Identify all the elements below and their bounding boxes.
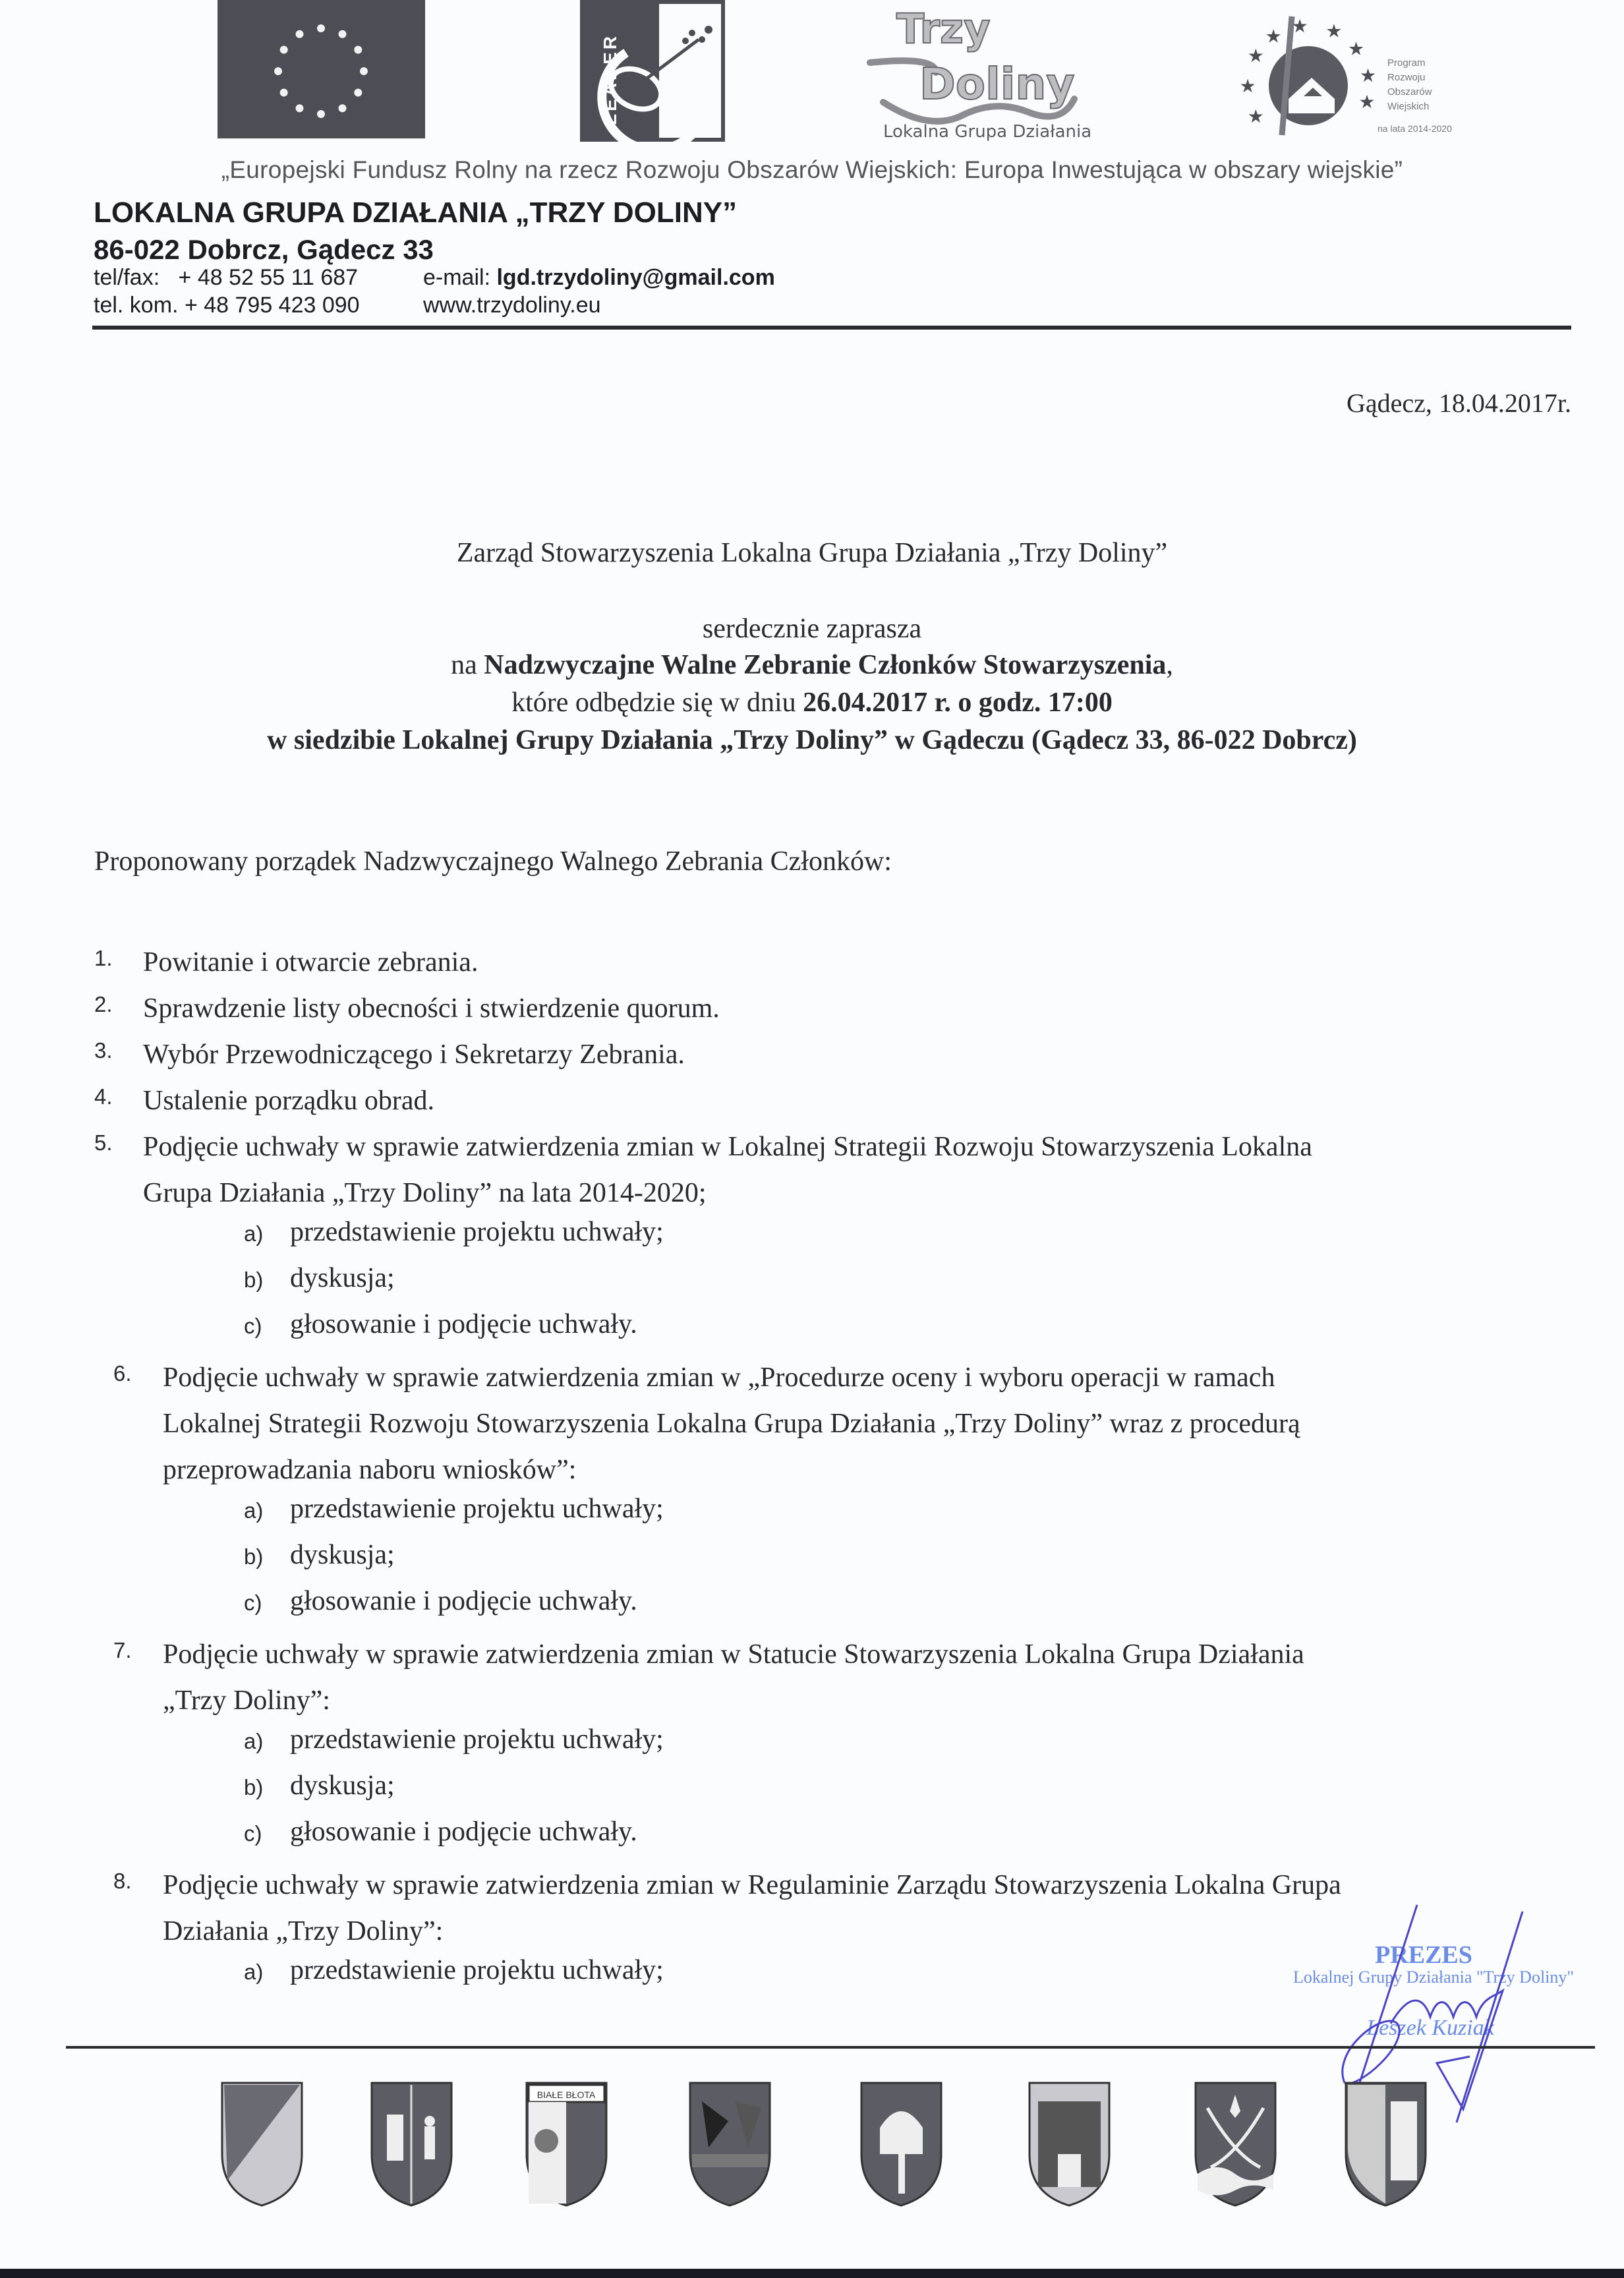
coat-of-arms-sabres-icon xyxy=(1194,2082,1277,2207)
agenda-subitem xyxy=(244,1724,664,1755)
invitation-date xyxy=(0,687,1624,718)
meeting-name: Nadzwyczajne Walne Zebranie Członków Stowarzyszenia xyxy=(484,650,1167,680)
mobile-value: + 48 795 423 090 xyxy=(184,293,360,318)
eu-star-icon xyxy=(339,104,347,112)
agenda-subitem-text: przedstawienie projektu uchwały; xyxy=(290,1955,664,1985)
agenda-subitem-text: dyskusja; xyxy=(290,1263,395,1293)
agenda-subitem-letter: a) xyxy=(244,1221,264,1246)
tel-fax-label: tel/fax: xyxy=(94,265,160,290)
coat-of-arms-castle-icon xyxy=(1028,2082,1111,2207)
eu-star-icon xyxy=(354,89,362,97)
agenda-subitem xyxy=(244,1585,637,1617)
trzy-doliny-logo-icon xyxy=(857,0,1107,142)
fund-line: „Europejski Fundusz Rolny na rzecz Rozwoju Obszarów Wiejskich: Europa Inwestująca w obszary wiejskie” xyxy=(221,156,1403,183)
agenda-subitem-letter: c) xyxy=(244,1591,262,1615)
eu-star-icon xyxy=(354,46,362,54)
agenda-subitem-letter: b) xyxy=(244,1544,264,1569)
agenda-item-text: Lokalnej Strategii Rozwoju Stowarzyszenia Lokalna Grupa Działania „Trzy Doliny” wraz z procedurą xyxy=(163,1409,1300,1439)
agenda-item-text: przeprowadzania naboru wniosków”: xyxy=(163,1455,577,1485)
agenda-item-text: Ustalenie porządku obrad. xyxy=(143,1086,435,1116)
org-address: 86-022 Dobrcz, Gądecz 33 xyxy=(94,234,434,265)
eu-star-icon xyxy=(280,46,288,54)
leader-text: LEADER xyxy=(600,33,620,125)
agenda-intro: Proponowany porządek Nadzwyczajnego Walnego Zebrania Członków: xyxy=(94,846,892,877)
coat-of-arms-griffin-icon xyxy=(689,2082,771,2207)
agenda-subitem xyxy=(244,1816,637,1848)
footer-divider xyxy=(66,2046,1595,2049)
agenda-subitem xyxy=(244,1216,664,1248)
agenda-subitem-letter: a) xyxy=(244,1960,264,1984)
agenda-subitem-text: przedstawienie projektu uchwały; xyxy=(290,1494,664,1524)
trzy-logo-subtitle: Lokalna Grupa Działania xyxy=(883,122,1092,142)
coat-of-arms-windmill-icon xyxy=(370,2082,453,2207)
agenda-item-text: Podjęcie uchwały w sprawie zatwierdzenia zmian w Regulaminie Zarządu Stowarzyszenia Lokalna Grupa xyxy=(163,1870,1341,1900)
eu-star-icon xyxy=(296,104,304,112)
prow-star-icon: ★ xyxy=(1239,76,1256,97)
eu-star-icon xyxy=(280,89,288,97)
biale-blota-banner: BIAŁE BŁOTA xyxy=(536,2089,596,2100)
trzy-logo-bottom: Doliny xyxy=(919,59,1075,109)
leader-logo-icon xyxy=(580,0,725,142)
agenda-subitem xyxy=(244,1539,395,1571)
agenda-item-text: Powitanie i otwarcie zebrania. xyxy=(143,947,478,978)
agenda-subitem xyxy=(244,1308,637,1340)
eu-stars-icon xyxy=(218,0,425,138)
agenda-subitem-letter: a) xyxy=(244,1729,264,1753)
agenda-subitem xyxy=(244,1262,395,1294)
eu-star-icon xyxy=(274,67,282,75)
agenda-subitem-text: dyskusja; xyxy=(290,1770,395,1801)
coat-of-arms-wheat-icon xyxy=(221,2082,303,2207)
agenda-subitem-letter: a) xyxy=(244,1498,264,1523)
agenda-subitem xyxy=(244,1493,664,1525)
agenda-subitem-letter: b) xyxy=(244,1775,264,1799)
prow-line-2: Rozwoju xyxy=(1387,72,1426,83)
agenda-subitem-text: dyskusja; xyxy=(290,1540,395,1570)
eu-star-icon xyxy=(317,24,325,32)
prow-years: na lata 2014-2020 xyxy=(1378,123,1452,134)
prow-star-icon: ★ xyxy=(1360,66,1377,86)
agenda-item-text: Podjęcie uchwały w sprawie zatwierdzenia zmian w Lokalnej Strategii Rozwoju Stowarzyszenia Lokalna xyxy=(143,1132,1312,1162)
agenda-item-number: 6. xyxy=(113,1361,132,1386)
invitation-board: Zarząd Stowarzyszenia Lokalna Grupa Działania „Trzy Doliny” xyxy=(456,538,1168,568)
agenda-subitem-letter: c) xyxy=(244,1821,262,1846)
coat-of-arms-biale-blota-icon xyxy=(525,2082,608,2207)
website-link[interactable]: www.trzydoliny.eu xyxy=(423,293,601,318)
coat-of-arms-crown-icon xyxy=(860,2082,942,2207)
agenda-subitem-letter: c) xyxy=(244,1314,262,1338)
coat-of-arms-oak-tower-icon xyxy=(1345,2082,1427,2207)
invitation-meeting xyxy=(0,649,1624,681)
meeting-date-time: 26.04.2017 r. o godz. 17:00 xyxy=(803,687,1113,718)
agenda-subitem-text: głosowanie i podjęcie uchwały. xyxy=(290,1586,637,1616)
agenda-item-number: 5. xyxy=(94,1130,113,1155)
org-name: LOKALNA GRUPA DZIAŁANIA „TRZY DOLINY” xyxy=(94,196,738,229)
agenda-item-text: Wybór Przewodniczącego i Sekretarzy Zebrania. xyxy=(143,1039,685,1070)
agenda-subitem-text: głosowanie i podjęcie uchwały. xyxy=(290,1817,637,1847)
prow-star-icon: ★ xyxy=(1247,107,1264,127)
agenda-item-text: Sprawdzenie listy obecności i stwierdzenie quorum. xyxy=(143,993,720,1024)
agenda-subitem xyxy=(244,1954,664,1986)
eu-star-icon xyxy=(317,110,325,118)
prow-star-icon: ★ xyxy=(1291,16,1308,37)
email-label: e-mail: xyxy=(423,265,491,290)
prow-star-icon: ★ xyxy=(1247,46,1264,67)
agenda-item-number: 7. xyxy=(113,1638,132,1662)
date-prefix: które odbędzie się w dniu xyxy=(511,687,803,718)
agenda-item-text: Podjęcie uchwały w sprawie zatwierdzenia zmian w „Procedurze oceny i wyboru operacji w ramach xyxy=(163,1362,1275,1393)
agenda-item-number: 1. xyxy=(94,946,113,970)
eu-star-icon xyxy=(339,30,347,38)
email-link[interactable]: lgd.trzydoliny@gmail.com xyxy=(496,265,775,290)
meeting-prefix: na xyxy=(451,650,484,680)
meeting-suffix: , xyxy=(1166,650,1173,680)
agenda-subitem-text: głosowanie i podjęcie uchwały. xyxy=(290,1309,637,1339)
prow-logo-icon xyxy=(1226,0,1476,142)
agenda-item-text: Podjęcie uchwały w sprawie zatwierdzenia zmian w Statucie Stowarzyszenia Lokalna Grupa Działania xyxy=(163,1639,1304,1670)
agenda-item-number: 2. xyxy=(94,992,113,1016)
prow-star-icon: ★ xyxy=(1325,21,1343,42)
agenda-subitem-text: przedstawienie projektu uchwały; xyxy=(290,1724,664,1755)
prow-line-1: Program xyxy=(1387,57,1426,69)
agenda-item-number: 4. xyxy=(94,1084,113,1109)
stamp-title: PREZES xyxy=(1375,1941,1472,1969)
invitation-invites: serdecznie zaprasza xyxy=(702,614,922,644)
eu-star-icon xyxy=(296,30,304,38)
scan-edge xyxy=(0,2269,1624,2278)
prow-star-icon: ★ xyxy=(1265,26,1282,47)
prow-line-3: Obszarów xyxy=(1387,86,1432,98)
agenda-subitem xyxy=(244,1770,395,1801)
eu-flag-icon xyxy=(218,0,425,138)
agenda-item-text: Grupa Działania „Trzy Doliny” na lata 2014-2020; xyxy=(143,1178,707,1208)
trzy-logo-top: Trzy xyxy=(896,5,991,53)
agenda-item-text: Działania „Trzy Doliny”: xyxy=(163,1916,444,1946)
dateline: Gądecz, 18.04.2017r. xyxy=(1346,388,1571,418)
agenda-item-text: „Trzy Doliny”: xyxy=(163,1685,330,1716)
header-divider xyxy=(92,326,1571,330)
stamp-name: Leszek Kuziak xyxy=(1366,2016,1494,2040)
prow-line-4: Wiejskich xyxy=(1387,101,1430,112)
contact-row-1 xyxy=(94,265,775,291)
agenda-item-number: 8. xyxy=(113,1869,132,1893)
contact-row-2 xyxy=(94,293,601,318)
agenda-item-number: 3. xyxy=(94,1038,113,1063)
prow-star-icon: ★ xyxy=(1358,92,1376,113)
invitation-location: w siedzibie Lokalnej Grupy Działania „Trzy Doliny” w Gądeczu (Gądecz 33, 86-022 Dobrcz) xyxy=(267,725,1357,755)
agenda-subitem-text: przedstawienie projektu uchwały; xyxy=(290,1217,664,1247)
mobile-label: tel. kom. xyxy=(94,293,179,318)
stamp-org: Lokalnej Grupy Działania "Trzy Doliny" xyxy=(1292,1968,1575,1987)
agenda-subitem-letter: b) xyxy=(244,1268,264,1292)
eu-star-icon xyxy=(360,67,368,75)
tel-fax-value: + 48 52 55 11 687 xyxy=(178,265,359,290)
prow-star-icon: ★ xyxy=(1347,39,1365,60)
